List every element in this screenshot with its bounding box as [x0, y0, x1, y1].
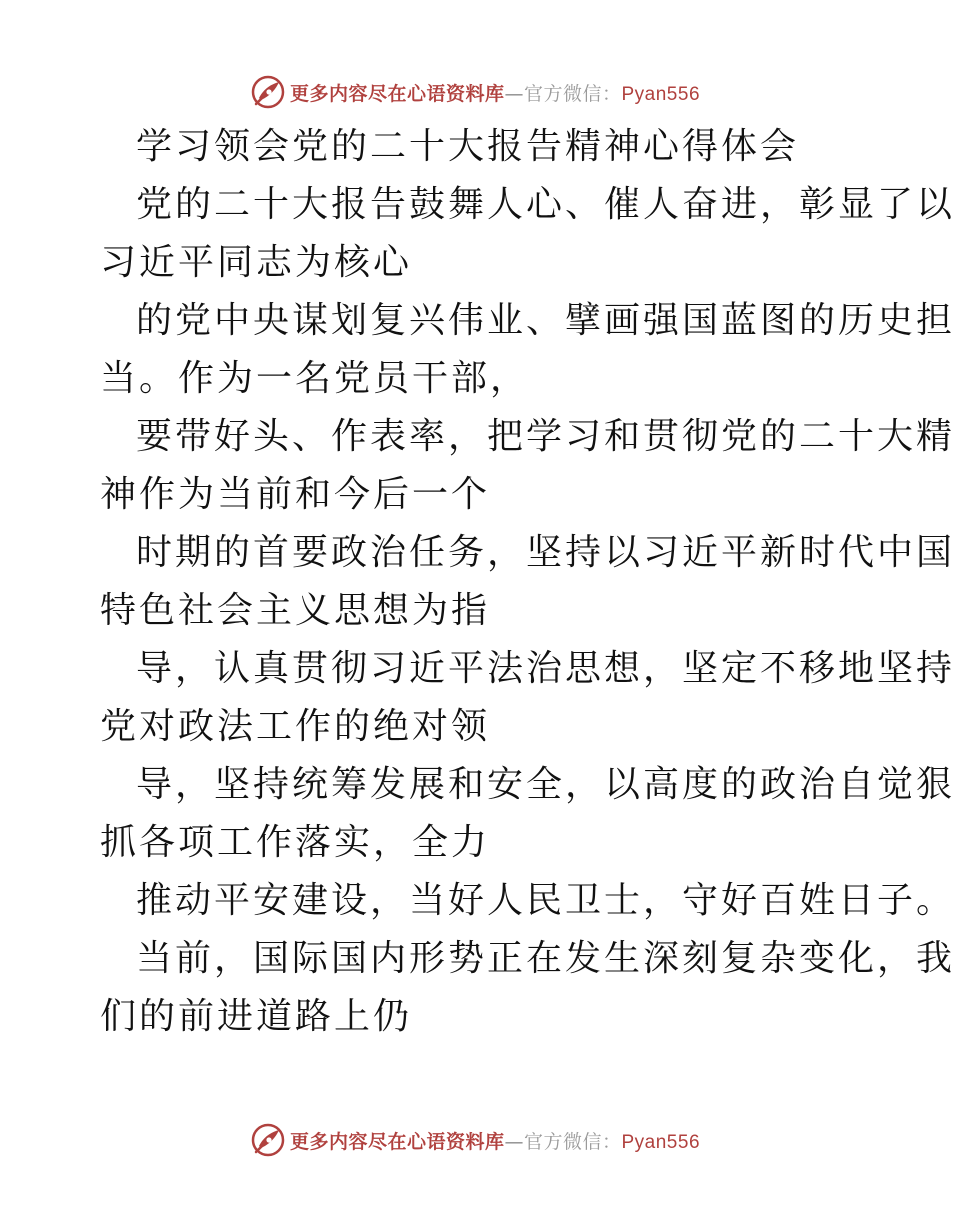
document-line: 党的二十大报告鼓舞人心、催人奋进，彰显了以 [136, 184, 955, 225]
document-line: 习近平同志为核心 [100, 242, 413, 283]
document-line: 要带好头、作表率，把学习和贯彻党的二十大精 [136, 416, 955, 457]
document-line: 导，坚持统筹发展和安全，以高度的政治自觉狠 [136, 764, 955, 805]
document-line: 抓各项工作落实，全力 [100, 822, 491, 863]
footer-watermark [0, 1118, 950, 1162]
watermark-separator: — [504, 1130, 524, 1153]
watermark-separator: — [504, 82, 524, 105]
watermark-text [290, 1127, 700, 1154]
pen-nib-logo-icon [250, 1122, 286, 1158]
watermark-handle: Pyan556 [621, 1131, 701, 1153]
watermark-label: 官方微信： [523, 82, 622, 105]
watermark-label: 官方微信： [523, 1130, 622, 1153]
document-line: 当。作为一名党员干部， [100, 358, 530, 399]
document-line: 当前，国际国内形势正在发生深刻复杂变化，我 [136, 938, 955, 979]
document-line: 的党中央谋划复兴伟业、擘画强国蓝图的历史担 [136, 300, 955, 341]
document-line: 特色社会主义思想为指 [100, 590, 491, 631]
document-line: 导，认真贯彻习近平法治思想，坚定不移地坚持 [136, 648, 955, 689]
document-line: 神作为当前和今后一个 [100, 474, 491, 515]
document-body [100, 118, 955, 1046]
document-line: 们的前进道路上仍 [100, 996, 413, 1037]
header-watermark [0, 70, 950, 114]
document-line: 学习领会党的二十大报告精神心得体会 [136, 126, 800, 167]
document-line: 时期的首要政治任务，坚持以习近平新时代中国 [136, 532, 955, 573]
document-line: 推动平安建设，当好人民卫士，守好百姓日子。 [136, 880, 955, 921]
watermark-handle: Pyan556 [621, 83, 701, 105]
watermark-brand: 更多内容尽在心语资料库 [289, 82, 505, 105]
pen-nib-logo-icon [250, 74, 286, 110]
document-line: 党对政法工作的绝对领 [100, 706, 491, 747]
watermark-text [290, 79, 700, 106]
watermark-brand: 更多内容尽在心语资料库 [289, 1130, 505, 1153]
